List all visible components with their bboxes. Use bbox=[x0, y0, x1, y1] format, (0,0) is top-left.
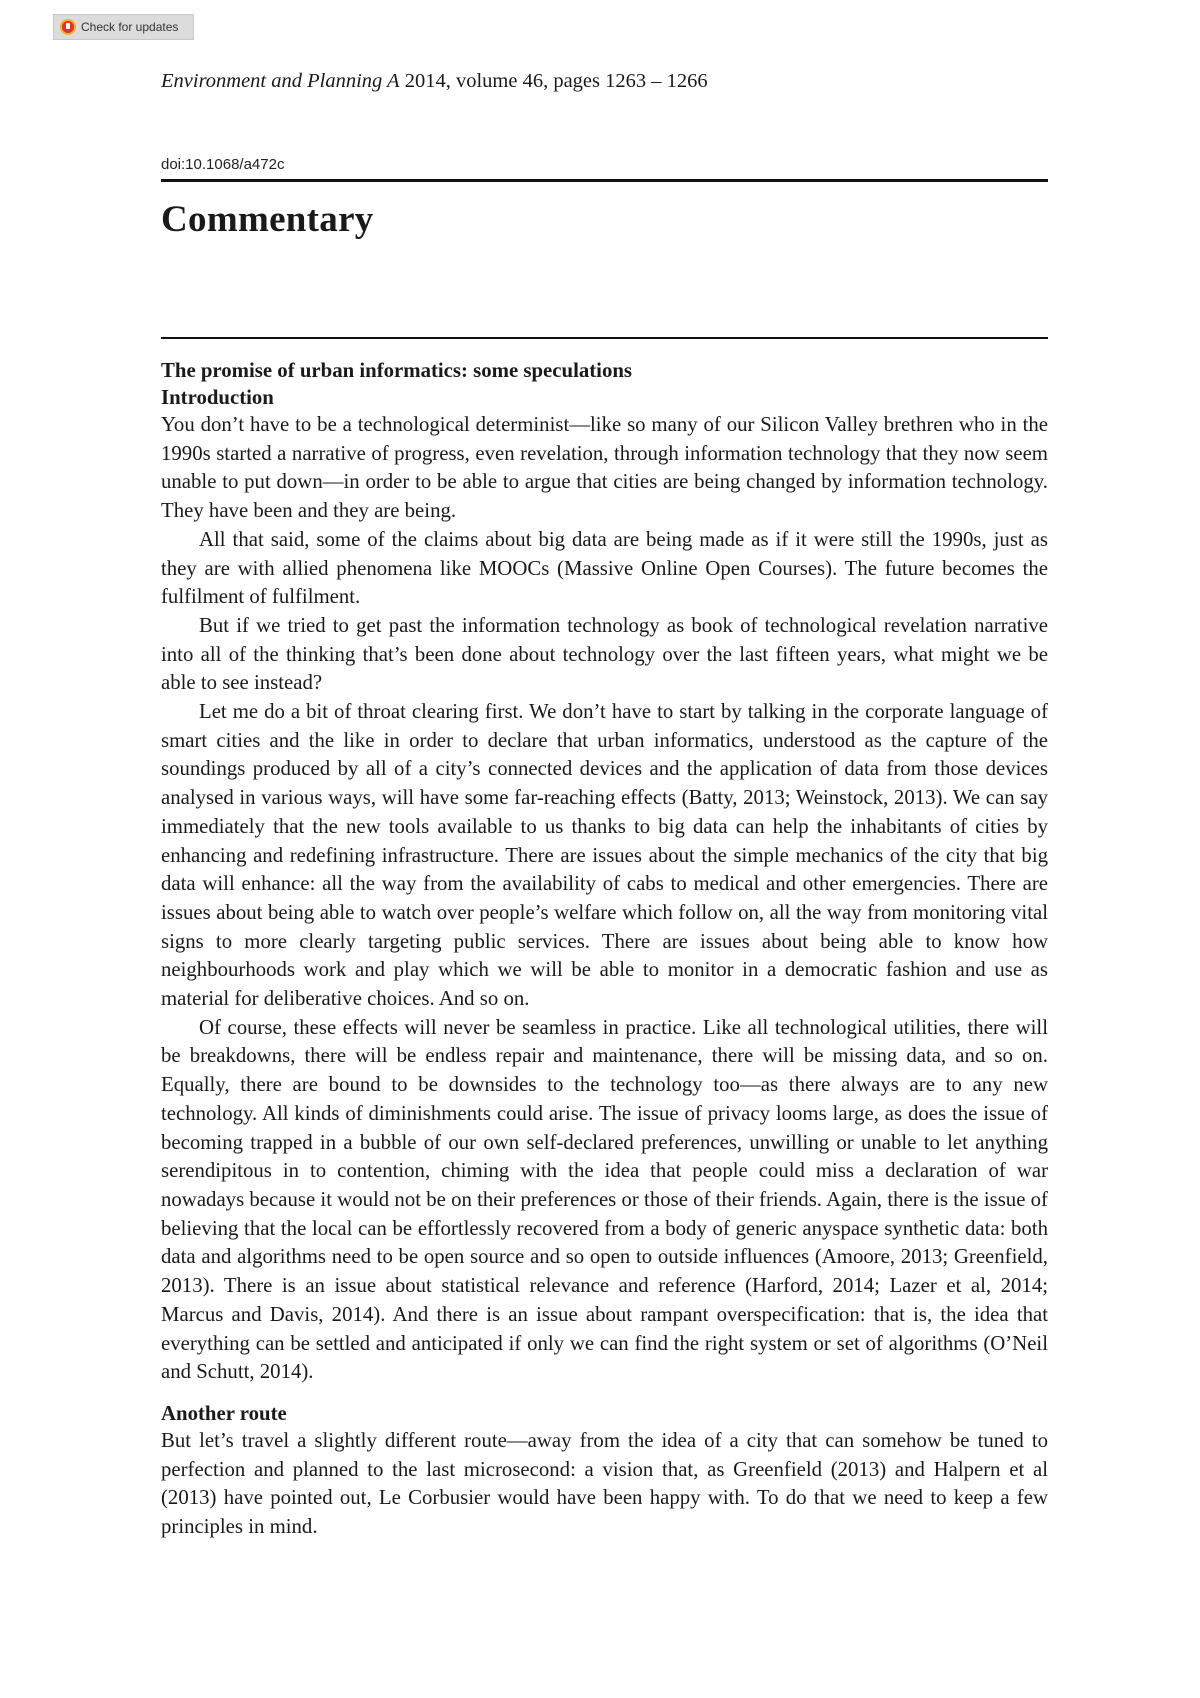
paragraph: But let’s travel a slightly different route—away from the idea of a city that can somehow be tuned to perfection and planned to the last microsecond: a vision that, as Greenfield (2013) and Halpern et al (2013) have pointed out, Le Corbusier would have been happy with. To do that we need to keep a few principles in mind. bbox=[161, 1428, 1048, 1539]
journal-name: Environment and Planning A bbox=[161, 70, 400, 92]
section-type-heading: Commentary bbox=[161, 199, 374, 240]
paragraph: You don’t have to be a technological determinist—like so many of our Silicon Valley brethren who in the 1990s started a narrative of progress, even revelation, through information technology that they now seem unable to put down—in order to be able to argue that cities are being changed by information technology. They have been and they are being. bbox=[161, 413, 1048, 523]
citation-details: 2014, volume 46, pages 1263 – 1266 bbox=[399, 70, 708, 92]
header-rule bbox=[161, 179, 1048, 182]
section-heading-another-route: Another route bbox=[161, 1401, 287, 1425]
citation-line bbox=[161, 70, 708, 93]
paragraph: Let me do a bit of throat clearing first. We don’t have to start by talking in the corporate language of smart cities and the like in order to declare that urban informatics, understood as the capture of the soundings produced by all of a city’s connected devices and the application of data from those devices analysed in various ways, will have some far-reaching effects (Batty, 2013; Weinstock, 2013). We can say immediately that the new tools available to us thanks to big data can help the inhabitants of cities by enhancing and redefining infrastructure. There are issues about the simple mechanics of the city that big data will enhance: all the way from the availability of cabs to medical and other emergencies. There are issues about being able to watch over people’s welfare which follow on, all the way from monitoring vital signs to more clearly targeting public services. There are issues about being able to know how neighbourhoods work and play which we will be able to monitor in a democratic fashion and use as material for deliberative choices. And so on. bbox=[161, 700, 1048, 1011]
paragraph: Of course, these effects will never be seamless in practice. Like all technological utilities, there will be breakdowns, there will be endless repair and maintenance, there will be missing data, and so on. Equally, there are bound to be downsides to the technology too—as there always are to any new technology. All kinds of diminishments could arise. The issue of privacy looms large, as does the issue of becoming trapped in a bubble of our own self-declared preferences, unwilling or unable to let anything serendipitous in to contention, chiming with the idea that people could miss a declaration of war nowadays because it would not be on their preferences or those of their friends. Again, there is the issue of believing that the local can be effortlessly recovered from a body of generic anyspace synthetic data: both data and algorithms need to be open source and so open to outside influences (Amoore, 2013; Greenfield, 2013). There is an issue about statistical relevance and reference (Harford, 2014; Lazer et al, 2014; Marcus and Davis, 2014). And there is an issue about rampant overspecification: that is, the idea that everything can be settled and anticipated if only we can find the right system or set of algorithms (O’Neil and Schutt, 2014). bbox=[161, 1015, 1048, 1384]
check-for-updates-label: Check for updates bbox=[81, 20, 179, 34]
check-for-updates-button[interactable] bbox=[53, 14, 194, 40]
article-title: The promise of urban informatics: some speculations bbox=[161, 359, 633, 382]
title-rule bbox=[161, 337, 1048, 339]
paragraph: All that said, some of the claims about big data are being made as if it were still the 1990s, just as they are with allied phenomena like MOOCs (Massive Online Open Courses). The future becomes the fulfilment of fulfilment. bbox=[161, 527, 1048, 609]
paragraph: But if we tried to get past the information technology as book of technological revelation narrative into all of the thinking that’s been done about technology over the last fifteen years, what might we be able to see instead? bbox=[161, 613, 1048, 695]
section-heading-introduction: Introduction bbox=[161, 386, 274, 409]
doi: doi:10.1068/a472c bbox=[161, 156, 285, 173]
article-body bbox=[161, 358, 1048, 1542]
crossmark-icon bbox=[60, 19, 76, 35]
